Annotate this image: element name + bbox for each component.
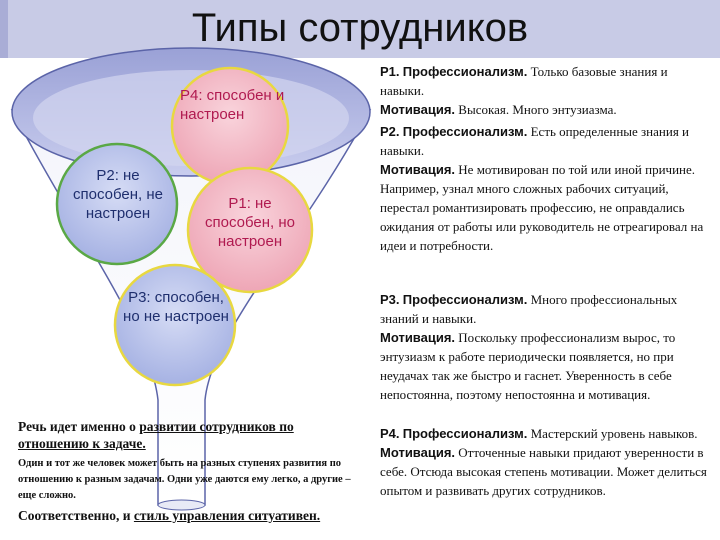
p1-label: Р1: не способен, но настроен (205, 195, 295, 250)
p3-prof-label: Профессионализм. (402, 292, 528, 307)
p2-mot-label: Мотивация. (380, 162, 456, 177)
page-title: Типы сотрудников (191, 6, 529, 50)
note1-underlined: развитии сотрудников по отношению к задаче. (18, 419, 294, 451)
p4-id: Р4. (380, 426, 400, 441)
note1-text: Речь идет именно о (18, 419, 140, 434)
p1-mot-text: Высокая. Много энтузиазма. (455, 102, 617, 117)
level-p4-description (380, 424, 710, 500)
p2-prof-label: Профессионализм. (402, 124, 528, 139)
p3-prof-text: Много профессиональных знаний и навыки. (380, 292, 678, 326)
note3-underlined: стиль управления ситуативен. (133, 508, 321, 523)
note-stages: Один и тот же человек может быть на разных ступенях развития по отношению к разным задачам. Одни уже даются ему легко, а другие – еще сложно. (18, 458, 351, 501)
p2-label: Р2: не способен, не настроен (73, 167, 163, 222)
note-situational-style (18, 507, 363, 524)
p3-mot-label: Мотивация. (380, 330, 456, 345)
level-p3-description (380, 290, 710, 404)
p3-mot-text: Поскольку профессионализм вырос, то энтузиазм к работе периодически появляется, но при неудачах так же быстро и гаснет. Уверенность в себе непостоянна, поэтому непостоянна и мотивация. (380, 330, 676, 402)
p1-mot-label: Мотивация. (380, 102, 456, 117)
p4-mot-label: Мотивация. (380, 445, 456, 460)
p1-prof-text: Только базовые знания и навыки. (380, 64, 668, 98)
level-p1-description (380, 62, 710, 119)
p1-id: Р1. (380, 64, 400, 79)
note-task-development (18, 418, 363, 452)
p2-mot-text: Не мотивирован по той или иной причине. Например, узнал много сложных рабочих ситуаций, перестал романтизировать профессию, не оправдались ожидания от работы или руководитель не отреагировал на идеи и потребности. (380, 162, 704, 253)
note3-text: Соответственно, и (18, 508, 134, 523)
p2-id: Р2. (380, 124, 400, 139)
p1-prof-label: Профессионализм. (402, 64, 528, 79)
p3-id: Р3. (380, 292, 400, 307)
level-p2-description (380, 122, 710, 255)
p4-label: Р4: способен и настроен (180, 87, 285, 123)
p4-prof-text: Мастерский уровень навыков. (527, 426, 698, 441)
p4-prof-label: Профессионализм. (402, 426, 528, 441)
p2-prof-text: Есть определенные знания и навыки. (380, 124, 690, 158)
p4-mot-text: Отточенные навыки придают уверенности в себе. Отсюда высокая степень мотивации. Может делиться опытом и развивать других сотрудников. (380, 445, 707, 498)
p3-label: Р3: способен, но не настроен (123, 289, 229, 325)
